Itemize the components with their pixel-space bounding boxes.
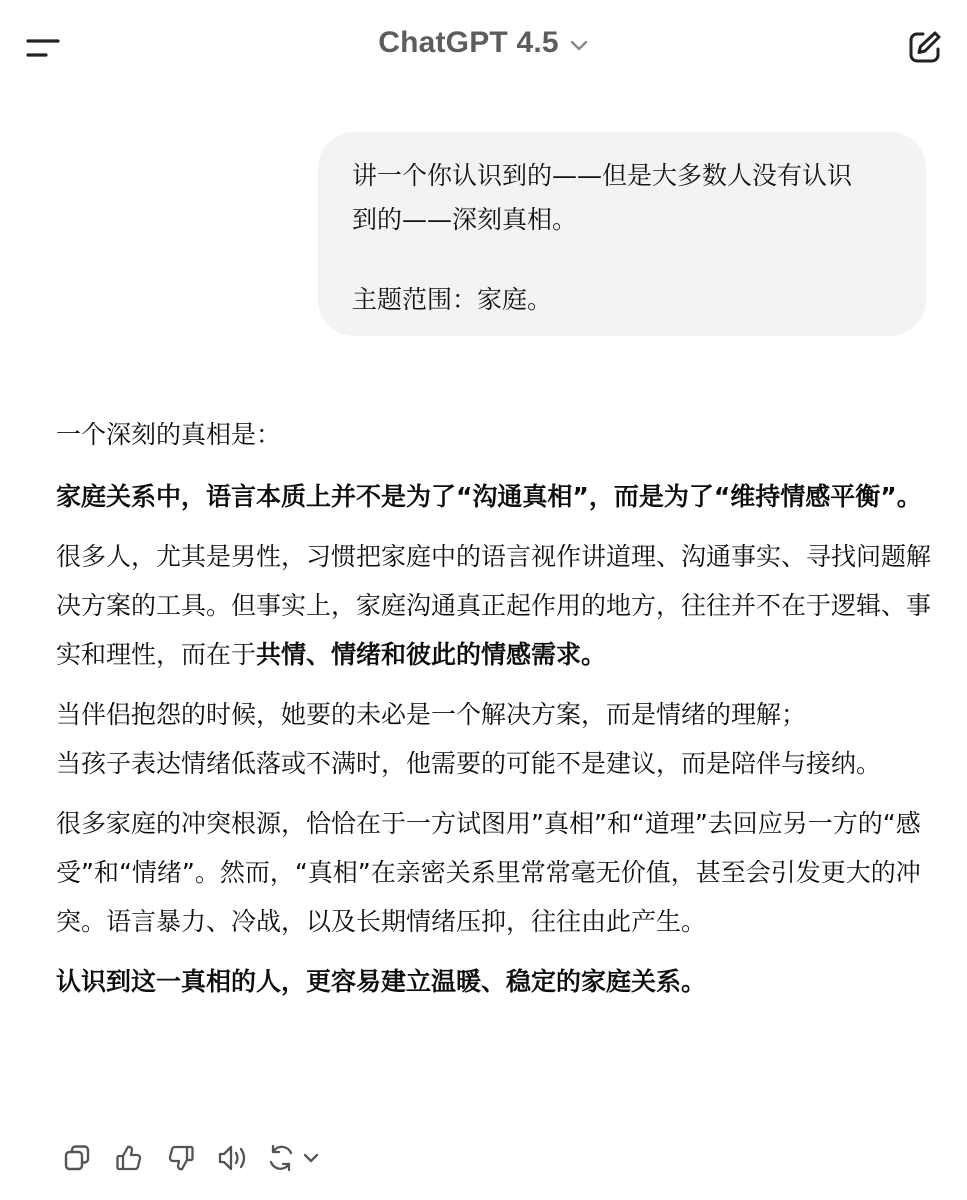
good-response-button[interactable] (110, 1139, 148, 1177)
user-message-line: 到的——深刻真相。 (352, 205, 578, 234)
user-message-line: 主题范围：家庭。 (352, 285, 553, 314)
answer-paragraph (56, 690, 936, 788)
answer-paragraph: 很多家庭的冲突根源，恰恰在于一方试图用”真相”和“道理”去回应另一方的“感受”和“情绪”。然而，“真相”在亲密关系里常常毫无价值，甚至会引发更大的冲突。语言暴力、冷战，以及长期情绪压抑，往往由此产生。 (56, 809, 921, 936)
paragraph-emphasis: 共情、情绪和彼此的情感需求。 (256, 640, 607, 669)
compose-icon (907, 29, 943, 65)
assistant-message (56, 410, 936, 1006)
answer-thesis: 家庭关系中，语言本质上并不是为了“沟通真相”，而是为了“维持情感平衡”。 (56, 482, 922, 511)
regenerate-icon (267, 1143, 323, 1173)
chevron-down-icon (569, 38, 589, 52)
answer-paragraph (56, 532, 936, 679)
user-message-line: 讲一个你认识到的——但是大多数人没有认识 (352, 161, 853, 190)
model-selector[interactable] (0, 26, 967, 60)
bad-response-button[interactable] (162, 1139, 200, 1177)
answer-intro: 一个深刻的真相是： (56, 420, 282, 449)
paragraph-line: 当孩子表达情绪低落或不满时，他需要的可能不是建议，而是陪伴与接纳。 (56, 749, 882, 778)
message-actions (58, 1138, 324, 1178)
read-aloud-icon (217, 1143, 249, 1173)
paragraph-line: 当伴侣抱怨的时候，她要的未必是一个解决方案，而是情绪的理解； (56, 700, 807, 729)
model-title: ChatGPT 4.5 (378, 26, 559, 59)
copy-icon (62, 1143, 92, 1173)
thumbs-down-icon (166, 1143, 196, 1173)
top-bar (0, 0, 967, 96)
paragraph-text: 很多人，尤其是男性，习惯把家庭中的语言视作讲道理、沟通事实、寻找问题解决方案的工具。但事实上，家庭沟通真正起作用的地方，往往并不在于逻辑、事实和理性，而在于 (56, 542, 932, 669)
thumbs-up-icon (114, 1143, 144, 1173)
answer-conclusion: 认识到这一真相的人，更容易建立温暖、稳定的家庭关系。 (56, 967, 707, 996)
user-message-bubble (318, 132, 926, 336)
regenerate-button[interactable] (266, 1139, 324, 1177)
copy-button[interactable] (58, 1139, 96, 1177)
read-aloud-button[interactable] (214, 1139, 252, 1177)
new-chat-button[interactable] (905, 27, 945, 67)
